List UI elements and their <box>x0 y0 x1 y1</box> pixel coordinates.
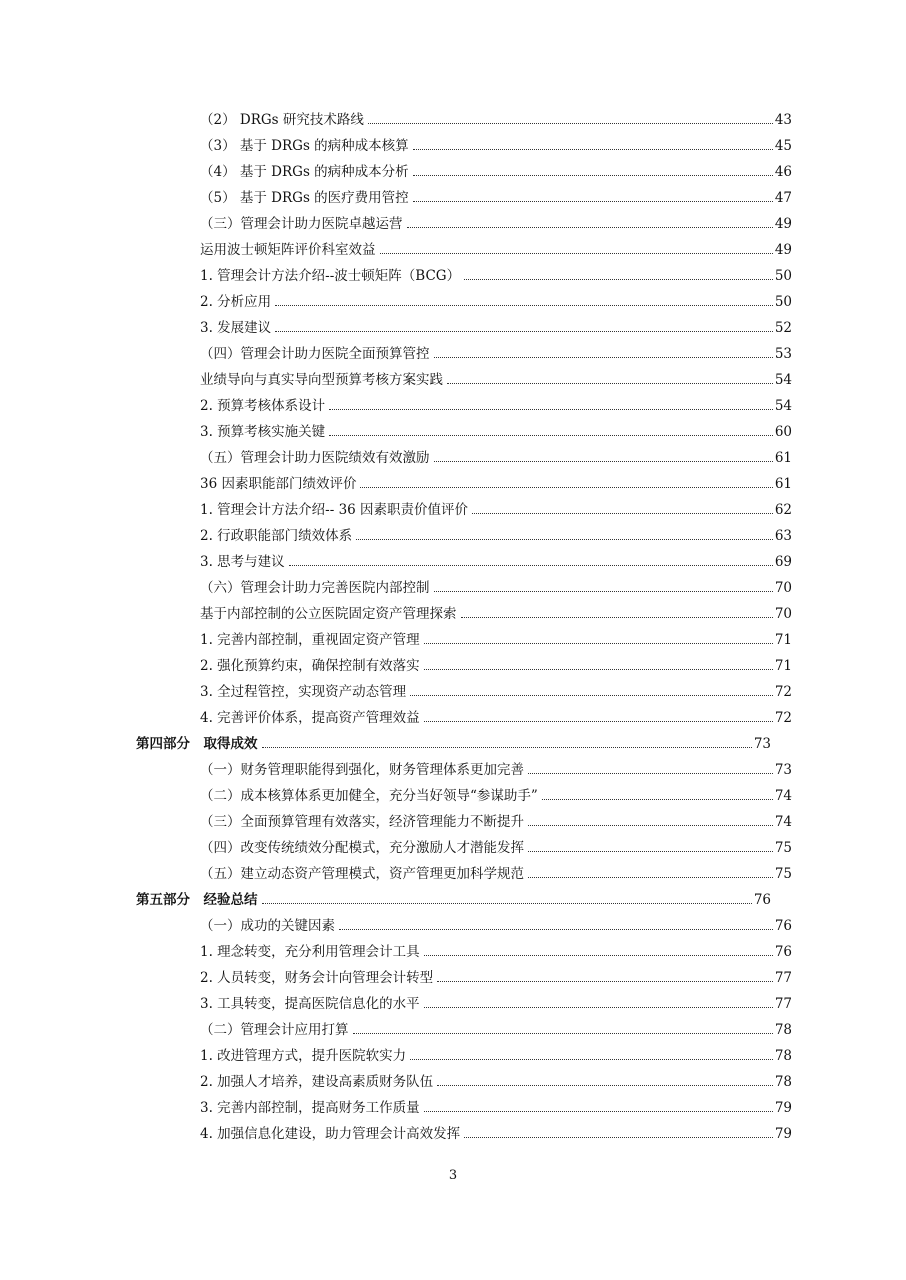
dot-leader <box>275 304 773 306</box>
toc-entry-line <box>200 809 792 835</box>
toc-entry-title: （4） 基于 DRGs 的病种成本分析 <box>200 164 409 180</box>
dot-leader <box>528 824 773 826</box>
toc-entry-page: 76 <box>774 944 792 960</box>
toc-entry-page: 61 <box>774 450 792 466</box>
toc-entry-title: （一）成功的关键因素 <box>200 918 335 934</box>
toc-entry-line <box>200 861 792 887</box>
toc-entry-title: （3） 基于 DRGs 的病种成本核算 <box>200 138 409 154</box>
toc-entry-title: （五）管理会计助力医院绩效有效激励 <box>200 450 430 466</box>
dot-leader <box>368 122 773 124</box>
toc-entry-page: 79 <box>774 1100 792 1116</box>
toc-entry-page: 63 <box>774 528 792 544</box>
toc-entry-page: 71 <box>774 658 792 674</box>
toc-entry[interactable] <box>0 471 906 497</box>
toc-entry[interactable] <box>0 965 906 991</box>
toc-entry-title: 1. 管理会计方法介绍-- 36 因素职责价值评价 <box>200 502 469 518</box>
toc-entry-title: （四）管理会计助力医院全面预算管控 <box>200 346 430 362</box>
toc-entry-line <box>200 471 792 497</box>
toc-entry-line <box>136 731 771 757</box>
toc-entry-line <box>200 393 792 419</box>
dot-leader <box>434 460 773 462</box>
toc-entry[interactable] <box>0 185 906 211</box>
toc-entry[interactable] <box>0 939 906 965</box>
toc-entry-title: 3. 预算考核实施关键 <box>200 424 326 440</box>
toc-entry-page: 73 <box>753 736 771 752</box>
toc-entry-line <box>200 939 792 965</box>
toc-entry-line <box>200 289 792 315</box>
dot-leader <box>528 876 773 878</box>
dot-leader <box>262 902 752 904</box>
dot-leader <box>413 148 773 150</box>
dot-leader <box>464 1136 773 1138</box>
toc-entry-line <box>200 627 792 653</box>
toc-entry-title: （5） 基于 DRGs 的医疗费用管控 <box>200 190 409 206</box>
toc-entry-line <box>200 341 792 367</box>
toc-entry-title: 业绩导向与真实导向型预算考核方案实践 <box>200 372 443 388</box>
toc-entry-title: （一）财务管理职能得到强化，财务管理体系更加完善 <box>200 762 524 778</box>
toc-entry-line <box>200 679 792 705</box>
toc-entry-line <box>200 1095 792 1121</box>
toc-entry-line <box>200 1043 792 1069</box>
toc-entry[interactable] <box>0 315 906 341</box>
toc-entry-page: 50 <box>774 268 792 284</box>
dot-leader <box>434 356 773 358</box>
toc-entry[interactable] <box>0 159 906 185</box>
dot-leader <box>437 980 773 982</box>
toc-entry-line <box>200 757 792 783</box>
toc-entry[interactable] <box>0 601 906 627</box>
toc-entry-line <box>200 705 792 731</box>
dot-leader <box>413 200 773 202</box>
dot-leader <box>461 616 773 618</box>
toc-entry-page: 75 <box>774 840 792 856</box>
dot-leader <box>437 1084 773 1086</box>
toc-entry-title: 1. 管理会计方法介绍--波士顿矩阵（BCG） <box>200 268 461 284</box>
toc-entry-title: 3. 思考与建议 <box>200 554 285 570</box>
dot-leader <box>464 278 773 280</box>
toc-entry-title: 2. 预算考核体系设计 <box>200 398 326 414</box>
toc-entry-line <box>200 653 792 679</box>
toc-entry-title: （二）管理会计应用打算 <box>200 1022 349 1038</box>
toc-entry[interactable] <box>0 809 906 835</box>
toc-entry[interactable] <box>0 549 906 575</box>
toc-entry[interactable] <box>0 263 906 289</box>
toc-entry[interactable] <box>0 289 906 315</box>
dot-leader <box>472 512 773 514</box>
toc-entry-line <box>136 887 771 913</box>
dot-leader <box>360 486 772 488</box>
dot-leader <box>410 694 773 696</box>
toc-entry[interactable] <box>0 367 906 393</box>
dot-leader <box>424 1006 773 1008</box>
toc-entry[interactable] <box>0 653 906 679</box>
toc-entry[interactable] <box>0 1043 906 1069</box>
toc-entry-line <box>200 263 792 289</box>
toc-entry-title: 4. 加强信息化建设，助力管理会计高效发挥 <box>200 1126 461 1142</box>
toc-entry[interactable] <box>0 237 906 263</box>
toc-part-entry[interactable] <box>0 887 906 913</box>
toc-entry-page: 54 <box>774 398 792 414</box>
toc-entry[interactable] <box>0 913 906 939</box>
toc-entry-title: 3. 发展建议 <box>200 320 272 336</box>
toc-entry-page: 53 <box>774 346 792 362</box>
toc-entry-page: 43 <box>774 112 792 128</box>
toc-entry-title: （三）管理会计助力医院卓越运营 <box>200 216 403 232</box>
toc-entry-page: 70 <box>774 606 792 622</box>
toc-entry[interactable] <box>0 991 906 1017</box>
dot-leader <box>339 928 773 930</box>
toc-entry-page: 76 <box>774 918 792 934</box>
toc-entry-title: 2. 强化预算约束，确保控制有效落实 <box>200 658 420 674</box>
toc-entry-title: 1. 理念转变，充分利用管理会计工具 <box>200 944 420 960</box>
toc-entry-page: 74 <box>774 814 792 830</box>
toc-entry-line <box>200 107 792 133</box>
toc-entry[interactable] <box>0 1095 906 1121</box>
toc-entry-line <box>200 159 792 185</box>
toc-entry-page: 79 <box>774 1126 792 1142</box>
toc-entry-page: 75 <box>774 866 792 882</box>
toc-entry-page: 78 <box>774 1048 792 1064</box>
toc-entry[interactable] <box>0 445 906 471</box>
toc-entry-title: （2） DRGs 研究技术路线 <box>200 112 364 128</box>
toc-entry-title: （四）改变传统绩效分配模式，充分激励人才潜能发挥 <box>200 840 524 856</box>
dot-leader <box>424 642 773 644</box>
toc-entry-title: 2. 行政职能部门绩效体系 <box>200 528 353 544</box>
toc-entry-line <box>200 991 792 1017</box>
toc-entry[interactable] <box>0 107 906 133</box>
toc-entry-page: 71 <box>774 632 792 648</box>
toc-entry[interactable] <box>0 133 906 159</box>
toc-entry-title: （二）成本核算体系更加健全，充分当好领导“参谋助手” <box>200 788 538 804</box>
toc-entry-page: 61 <box>774 476 792 492</box>
toc-entry-line <box>200 497 792 523</box>
dot-leader <box>262 746 752 748</box>
toc-entry-line <box>200 549 792 575</box>
dot-leader <box>424 1110 773 1112</box>
dot-leader <box>410 1058 773 1060</box>
toc-entry[interactable] <box>0 497 906 523</box>
toc-entry[interactable] <box>0 627 906 653</box>
toc-entry-line <box>200 965 792 991</box>
toc-entry-line <box>200 601 792 627</box>
dot-leader <box>424 954 773 956</box>
toc-entry-page: 72 <box>774 684 792 700</box>
toc-entry-title: （五）建立动态资产管理模式，资产管理更加科学规范 <box>200 866 524 882</box>
toc-entry[interactable] <box>0 835 906 861</box>
toc-entry-title: 36 因素职能部门绩效评价 <box>200 476 357 492</box>
toc-entry-page: 49 <box>774 242 792 258</box>
toc-entry-line <box>200 185 792 211</box>
dot-leader <box>447 382 773 384</box>
toc-entry-title: 3. 全过程管控，实现资产动态管理 <box>200 684 407 700</box>
toc-entry[interactable] <box>0 861 906 887</box>
toc-entry[interactable] <box>0 783 906 809</box>
dot-leader <box>289 564 773 566</box>
toc-entry-page: 74 <box>774 788 792 804</box>
toc-entry-title: （六）管理会计助力完善医院内部控制 <box>200 580 430 596</box>
toc-entry-line <box>200 523 792 549</box>
toc-entry-line <box>200 133 792 159</box>
toc-entry-page: 50 <box>774 294 792 310</box>
toc-entry-title: 2. 分析应用 <box>200 294 272 310</box>
dot-leader <box>424 720 773 722</box>
toc-entry-title: （三）全面预算管理有效落实，经济管理能力不断提升 <box>200 814 524 830</box>
toc-entry-title: 4. 完善评价体系，提高资产管理效益 <box>200 710 420 726</box>
toc-entry-page: 70 <box>774 580 792 596</box>
toc-entry-title: 第四部分 取得成效 <box>136 736 258 752</box>
dot-leader <box>380 252 773 254</box>
table-of-contents <box>0 107 906 1147</box>
toc-entry-page: 77 <box>774 970 792 986</box>
toc-entry-line <box>200 211 792 237</box>
toc-entry-title: 运用波士顿矩阵评价科室效益 <box>200 242 376 258</box>
dot-leader <box>356 538 773 540</box>
page-number: 3 <box>448 1168 458 1183</box>
toc-entry[interactable] <box>0 523 906 549</box>
toc-entry[interactable] <box>0 211 906 237</box>
toc-entry-page: 46 <box>774 164 792 180</box>
dot-leader <box>542 798 773 800</box>
dot-leader <box>434 590 773 592</box>
dot-leader <box>424 668 773 670</box>
toc-entry-line <box>200 445 792 471</box>
toc-entry[interactable] <box>0 705 906 731</box>
toc-entry-line <box>200 1069 792 1095</box>
toc-entry-page: 78 <box>774 1022 792 1038</box>
toc-entry-page: 52 <box>774 320 792 336</box>
toc-entry-page: 73 <box>774 762 792 778</box>
toc-entry-page: 72 <box>774 710 792 726</box>
toc-entry-line <box>200 419 792 445</box>
toc-entry[interactable] <box>0 679 906 705</box>
toc-entry-page: 62 <box>774 502 792 518</box>
toc-entry-title: 3. 工具转变，提高医院信息化的水平 <box>200 996 420 1012</box>
toc-entry-line <box>200 315 792 341</box>
toc-entry[interactable] <box>0 1121 906 1147</box>
toc-entry[interactable] <box>0 575 906 601</box>
toc-entry-page: 60 <box>774 424 792 440</box>
toc-entry-line <box>200 367 792 393</box>
toc-entry-line <box>200 1121 792 1147</box>
toc-entry-title: 1. 改进管理方式，提升医院软实力 <box>200 1048 407 1064</box>
dot-leader <box>329 408 773 410</box>
toc-entry-title: 3. 完善内部控制，提高财务工作质量 <box>200 1100 420 1116</box>
dot-leader <box>528 850 773 852</box>
toc-entry-page: 77 <box>774 996 792 1012</box>
toc-entry[interactable] <box>0 1017 906 1043</box>
toc-entry[interactable] <box>0 1069 906 1095</box>
toc-entry-page: 78 <box>774 1074 792 1090</box>
toc-entry-line <box>200 575 792 601</box>
toc-entry-page: 47 <box>774 190 792 206</box>
dot-leader <box>329 434 773 436</box>
toc-entry-line <box>200 1017 792 1043</box>
toc-part-entry[interactable] <box>0 731 906 757</box>
toc-entry-line <box>200 237 792 263</box>
toc-entry-page: 54 <box>774 372 792 388</box>
dot-leader <box>353 1032 773 1034</box>
toc-entry[interactable] <box>0 393 906 419</box>
toc-entry-title: 2. 加强人才培养，建设高素质财务队伍 <box>200 1074 434 1090</box>
toc-entry-page: 69 <box>774 554 792 570</box>
toc-entry-line <box>200 835 792 861</box>
toc-entry-page: 76 <box>753 892 771 908</box>
toc-entry-page: 45 <box>774 138 792 154</box>
toc-entry-line <box>200 913 792 939</box>
dot-leader <box>528 772 773 774</box>
toc-entry-title: 第五部分 经验总结 <box>136 892 258 908</box>
dot-leader <box>275 330 773 332</box>
toc-entry-title: 基于内部控制的公立医院固定资产管理探索 <box>200 606 457 622</box>
dot-leader <box>413 174 773 176</box>
toc-entry-line <box>200 783 792 809</box>
dot-leader <box>407 226 773 228</box>
toc-entry[interactable] <box>0 419 906 445</box>
toc-entry-title: 2. 人员转变，财务会计向管理会计转型 <box>200 970 434 986</box>
toc-entry-page: 49 <box>774 216 792 232</box>
toc-entry[interactable] <box>0 757 906 783</box>
toc-entry-title: 1. 完善内部控制，重视固定资产管理 <box>200 632 420 648</box>
toc-entry[interactable] <box>0 341 906 367</box>
